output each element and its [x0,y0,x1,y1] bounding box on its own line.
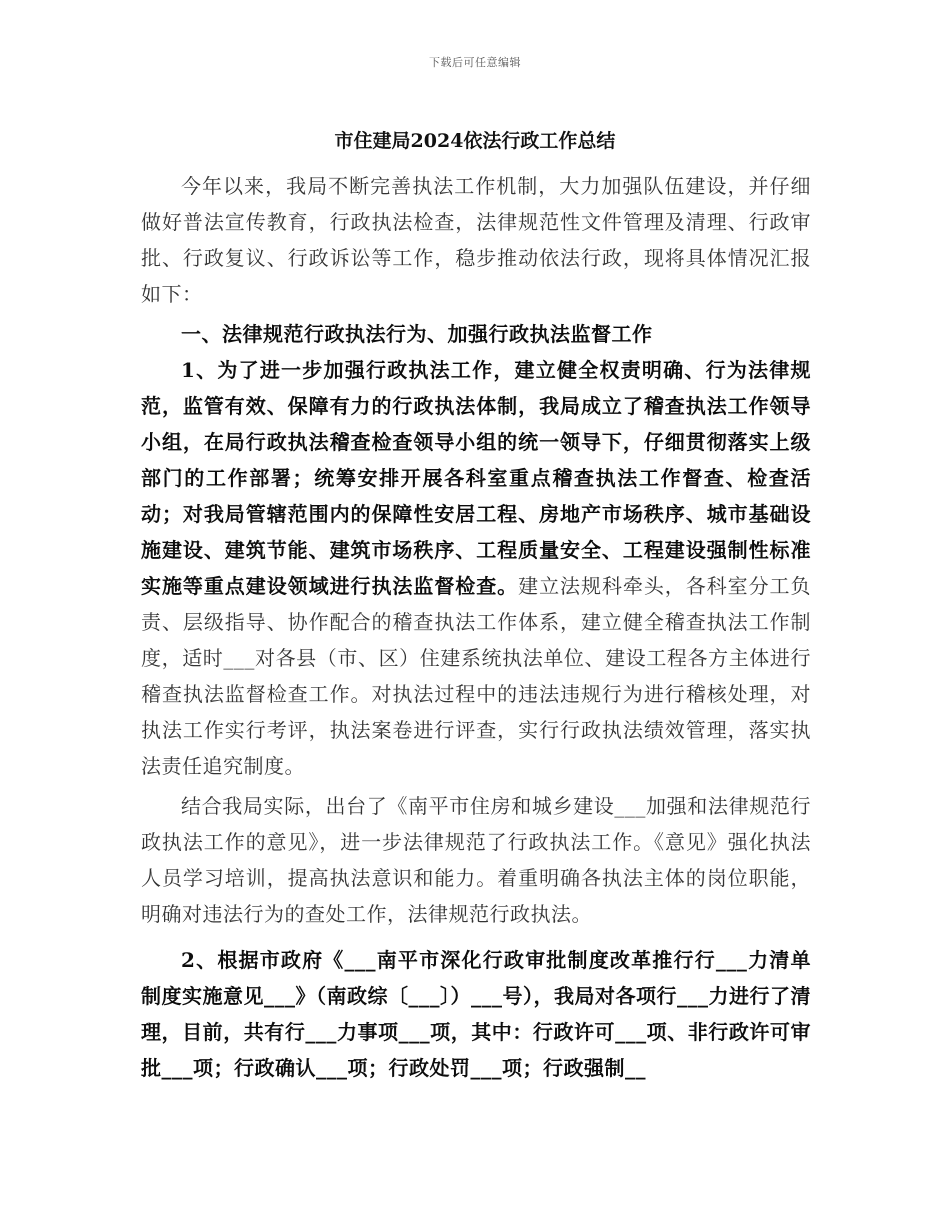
section-item-rest-text: 建立法规科牵头，各科室分工负责、层级指导、协作配合的稽查执法工作体系，建立健全稽查执法工作制度，适时___对各县（市、区）住建系统执法单位、建设工程各方主体进行稽查执法监督检查工作。对执法过程中的违法违规行为进行稽核处理，对执法工作实行考评，执法案卷进行评查，实行行政执法绩效管理，落实执法责任追究制度。 [141,574,812,778]
intro-paragraph: 今年以来，我局不断完善执法工作机制，大力加强队伍建设，并仔细做好普法宣传教育，行政执法检查，法律规范性文件管理及清理、行政审批、行政复议、行政诉讼等工作，稳步推动依法行政，现将具体情况汇报如下： [141,174,811,306]
section-item-bold-text: 1、为了进一步加强行政执法工作，建立健全权责明确、行为法律规范，监管有效、保障有力的行政执法体制，我局成立了稽查执法工作领导小组，在局行政执法稽查检查领导小组的统一领导下，仔细贯彻落实上级部门的工作部署；统筹安排开展各科室重点稽查执法工作督查、检查活动；对我局管辖范围内的保障性安居工程、房地产市场秩序、城市基础设施建设、建筑节能、建筑市场秩序、工程质量安全、工程建设强制性标准实施等重点建设领域进行执法监督检查。 [141,358,811,598]
section-paragraph: 结合我局实际，出台了《南平市住房和城乡建设___加强和法律规范行政执法工作的意见》，进一步法律规范了行政执法工作。《意见》强化执法人员学习培训，提高执法意识和能力。着重明确各执法主体的岗位职能，明确对违法行为的查处工作，法律规范行政执法。 [141,794,811,926]
document-body [141,168,811,1086]
section-item-paragraph-2: 2、根据市政府《___南平市深化行政审批制度改革推行行___力清单制度实施意见___》（南政综〔___〕）___号），我局对各项行___力进行了清理，目前，共有行___力事项___项，其中：行政许可___项、非行政许可审批___项；行政确认___项；行政处罚___项；行政强制__ [141,948,811,1080]
header-note: 下载后可任意编辑 [429,56,521,69]
section-item-paragraph [141,352,811,784]
section-heading: 一、法律规范行政执法行为、加强行政执法监督工作 [181,322,653,346]
document-title: 市住建局2024依法行政工作总结 [334,130,616,152]
